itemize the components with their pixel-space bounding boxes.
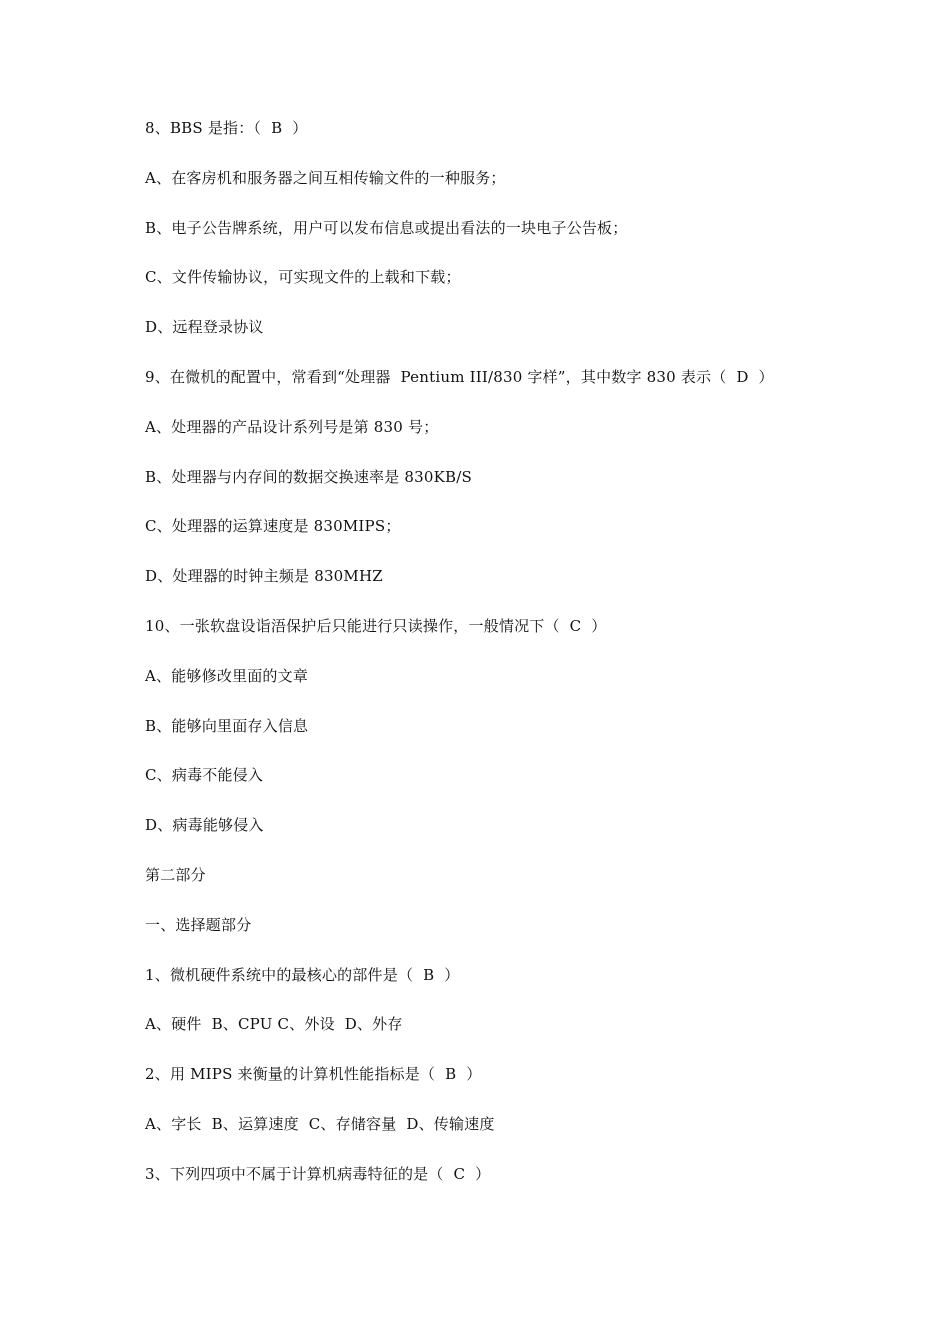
- question-8-option-d: D、远程登录协议: [145, 318, 264, 337]
- question-9-option-a: A、处理器的产品设计系列号是第 830 号；: [145, 417, 439, 436]
- question-10-option-b: B、能够向里面存入信息: [145, 716, 309, 735]
- part2-question-3: 3、下列四项中不属于计算机病毒特征的是（ C ）: [145, 1164, 491, 1183]
- subsection-heading: 一、选择题部分: [145, 915, 252, 934]
- part2-question-2-options: A、字长 B、运算速度 C、存储容量 D、传输速度: [145, 1114, 495, 1133]
- question-9-option-d: D、处理器的时钟主频是 830MHZ: [145, 567, 383, 586]
- document-body: [145, 115, 925, 1211]
- question-8: 8、BBS 是指：（ B ）: [145, 119, 308, 137]
- part2-question-1-options: A、硬件 B、CPU C、外设 D、外存: [145, 1015, 403, 1034]
- question-9: 9、在微机的配置中，常看到“处理器 Pentium III/830 字样”，其中数字 830 表示（ D ）: [145, 367, 774, 386]
- question-8-option-c: C、文件传输协议，可实现文件的上载和下载；: [145, 268, 461, 287]
- question-9-option-c: C、处理器的运算速度是 830MIPS；: [145, 517, 401, 536]
- part2-question-1: 1、微机硬件系统中的最核心的部件是（ B ）: [145, 965, 460, 984]
- section-heading: 第二部分: [145, 865, 206, 884]
- question-10-option-c: C、病毒不能侵入: [145, 766, 264, 785]
- part2-question-2: 2、用 MIPS 来衡量的计算机性能指标是（ B ）: [145, 1065, 482, 1084]
- question-8-option-b: B、电子公告牌系统，用户可以发布信息或提出看法的一块电子公告板；: [145, 218, 628, 237]
- question-8-option-a: A、在客房机和服务器之间互相传输文件的一种服务；: [145, 168, 506, 187]
- question-10-option-a: A、能够修改里面的文章: [145, 666, 309, 685]
- question-10-option-d: D、病毒能够侵入: [145, 816, 264, 835]
- question-9-option-b: B、处理器与内存间的数据交换速率是 830KB/S: [145, 467, 472, 486]
- question-10: 10、一张软盘设诣浯保护后只能进行只读操作，一般情况下（ C ）: [145, 616, 607, 635]
